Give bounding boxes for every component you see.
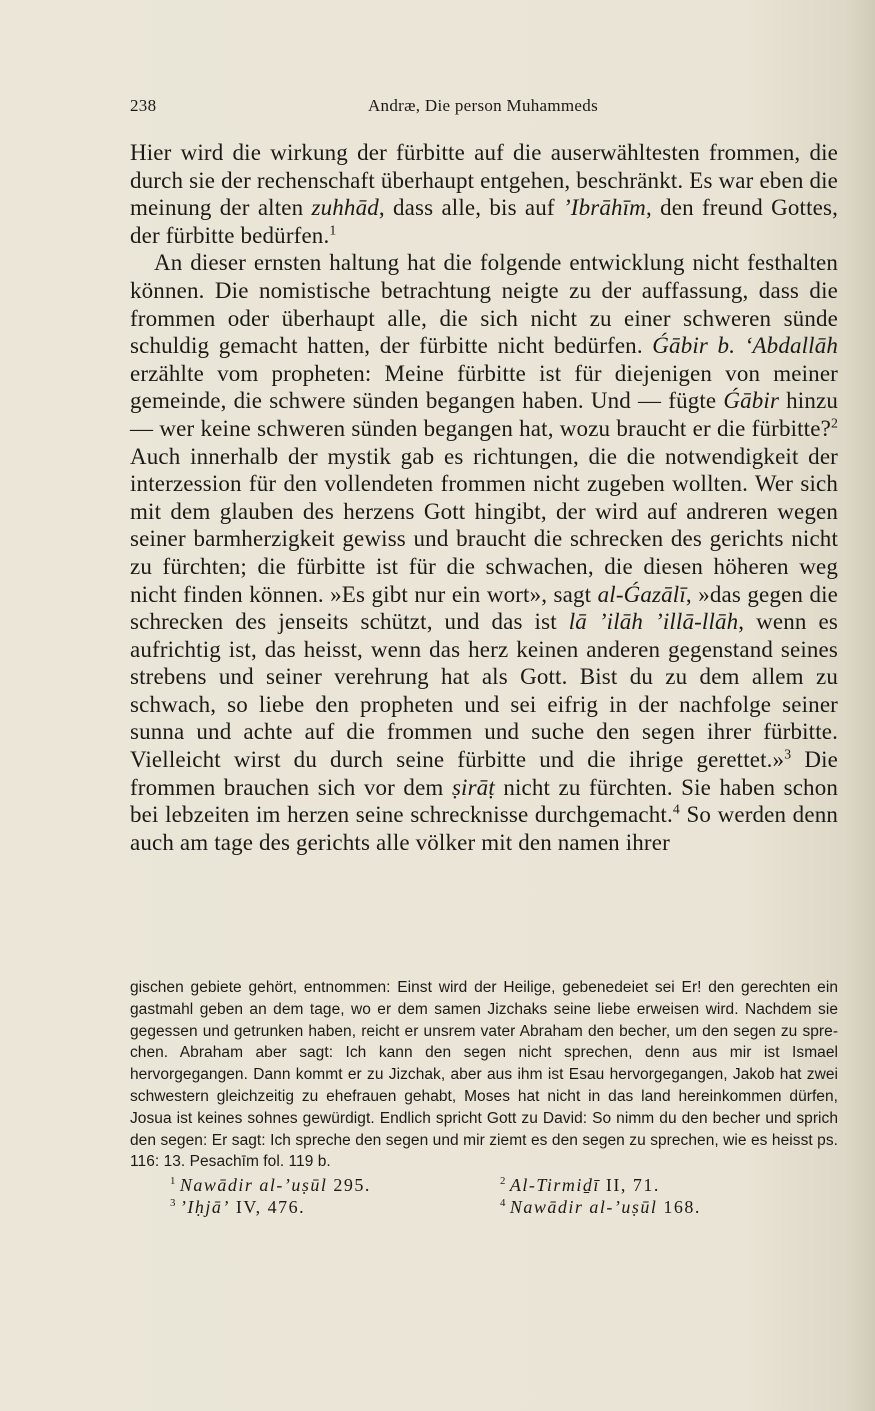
text-run: So werden denn auch am tage des gerichts alle völker mit den namen ihrer: [130, 802, 838, 855]
footnote-number: 2: [500, 1175, 506, 1187]
footnote-continuation: [130, 977, 838, 1173]
text-run: nicht zu fürchten. Sie haben schon bei lebzeiten im herzen seine schrecknisse durchgemacht.: [130, 774, 838, 828]
italic-term: ṣirāṭ: [451, 774, 495, 800]
footnote-number: 3: [170, 1197, 176, 1209]
text-run: , den freund Gottes, der fürbitte bedürfen.: [130, 195, 838, 248]
italic-term: al-Ǵazālī: [597, 581, 686, 607]
footnote-ref: IV, 476.: [229, 1197, 306, 1217]
main-text: [130, 139, 838, 856]
text-run: erzählte vom propheten: Meine fürbitte ist für diejenigen von meiner gemeinde, die schwere sünden begangen haben. Und — fügte: [130, 360, 838, 414]
footnote-1: [170, 1174, 371, 1196]
footnote-title: ’Iḥjā’: [179, 1197, 230, 1217]
footnote-ref: II, 71.: [599, 1175, 660, 1195]
footnote-row: [170, 1196, 820, 1218]
text-run: , wenn es aufrichtig ist, das heisst, wenn das herz keinen anderen gegenstand seines strebens und seiner verehrung hat als Gott. Bist du zu dem allem zu schwach, so liebe den propheten und sei eifrig in der nachfolge seiner sunna und achte auf die frommen und suche den segen ihrer fürbitte. Vielleicht wirst du durch seine fürbitte und die ihrige gerettet.»: [130, 609, 839, 773]
italic-term: lā ’ilāh ’illā-llāh: [568, 609, 739, 635]
text-run: , »das gegen die schrecken des jenseits schützt, und das ist: [130, 581, 839, 635]
footnote-row: [170, 1174, 820, 1196]
text-run: An dieser ernsten haltung hat die folgende entwicklung nicht festhalten können. Die nomistische betrachtung neigte zu der auffassung, dass die frommen oder überhaupt alle, die sich nicht zu einer schweren sünde schuldig gemacht hatten, der fürbitte nicht bedürfen.: [130, 250, 838, 359]
running-head: Andræ, Die person Muhammeds: [367, 96, 598, 115]
footnote-4: [500, 1196, 701, 1218]
paragraph-1: [130, 139, 838, 249]
footnote-marker: 1: [329, 222, 337, 238]
text-run: Die frommen brauchen sich vor dem: [130, 747, 839, 800]
footnote-title: Nawādir al-’uṣūl: [179, 1175, 328, 1195]
italic-term: Ǵābir: [723, 388, 780, 414]
footnote-ref: 295.: [327, 1175, 371, 1195]
footnote-references: [170, 1174, 820, 1218]
italic-term: ’Ibrāhīm: [562, 195, 646, 221]
text-run: hinzu — wer keine schweren sünden begangen hat, wozu braucht er die fürbitte?: [130, 388, 839, 441]
footnote-paragraph: gischen gebiete gehört, entnommen: Einst wird der Heilige, gebenedeiet sei Er! den gerechten ein gastmahl geben an dem tage, wo er dem samen Jizchaks seine liebe erweisen wird. Nachdem sie gegessen und getrunken haben, reicht er unsrem vater Abraham den becher, um den segen zu sprechen. Abraham aber sagt: Ich kann den segen nicht sprechen, denn aus mir ist Ismael hervorgegangen. Dann kommt er zu Jizchak, aber aus ihm ist Esau hervorgegangen, Jakob hat zwei schwestern gleichzeitig zu ehefrauen gehabt, Moses hat nicht in das land hereinkommen dürfen, Josua ist keines sohnes gewürdigt. Endlich spricht Gott zu David: So nimm du den becher und sprich den segen: Er sagt: Ich spreche den segen und mir ziemt es den segen zu sprechen, wie es heisst ps. 116: 13. Pesachīm fol. 119 b.: [130, 979, 838, 1171]
footnote-number: 1: [170, 1175, 176, 1187]
text-run: Hier wird die wirkung der fürbitte auf die auserwähltesten frommen, die durch sie der rechenschaft überhaupt entgehen, beschränkt. Es war eben die meinung der alten: [130, 140, 838, 221]
footnote-title: Al-Tirmiḏī: [509, 1175, 600, 1195]
paragraph-2: [130, 249, 838, 856]
footnote-marker: 3: [784, 746, 792, 762]
footnote-title: Nawādir al-’uṣūl: [509, 1197, 658, 1217]
footnote-2: [500, 1174, 660, 1196]
footnote-3: [170, 1196, 305, 1218]
footnote-number: 4: [500, 1197, 506, 1209]
footnote-marker: 4: [672, 801, 680, 817]
text-run: Auch innerhalb der mystik gab es richtungen, die die notwendigkeit der interzession für den vollendeten frommen nicht zugeben wollten. Wer sich mit dem glauben des herzens Gott hingibt, der wird auf andreren wegen seiner barmherzigkeit gewiss und braucht die schrecken des gerichts nicht zu fürchten; die fürbitte ist für die schwachen, die diesen höheren weg nicht finden können. »Es gibt nur ein wort», sagt: [130, 443, 838, 607]
running-header: [130, 96, 836, 120]
footnote-marker: 2: [830, 415, 838, 431]
italic-term: zuhhād: [311, 195, 379, 221]
footnote-ref: 168.: [657, 1197, 701, 1217]
page-number: 238: [130, 96, 157, 115]
italic-term: Ǵābir b. ‘Abdallāh: [652, 333, 839, 359]
text-run: , dass alle, bis auf: [378, 195, 563, 221]
